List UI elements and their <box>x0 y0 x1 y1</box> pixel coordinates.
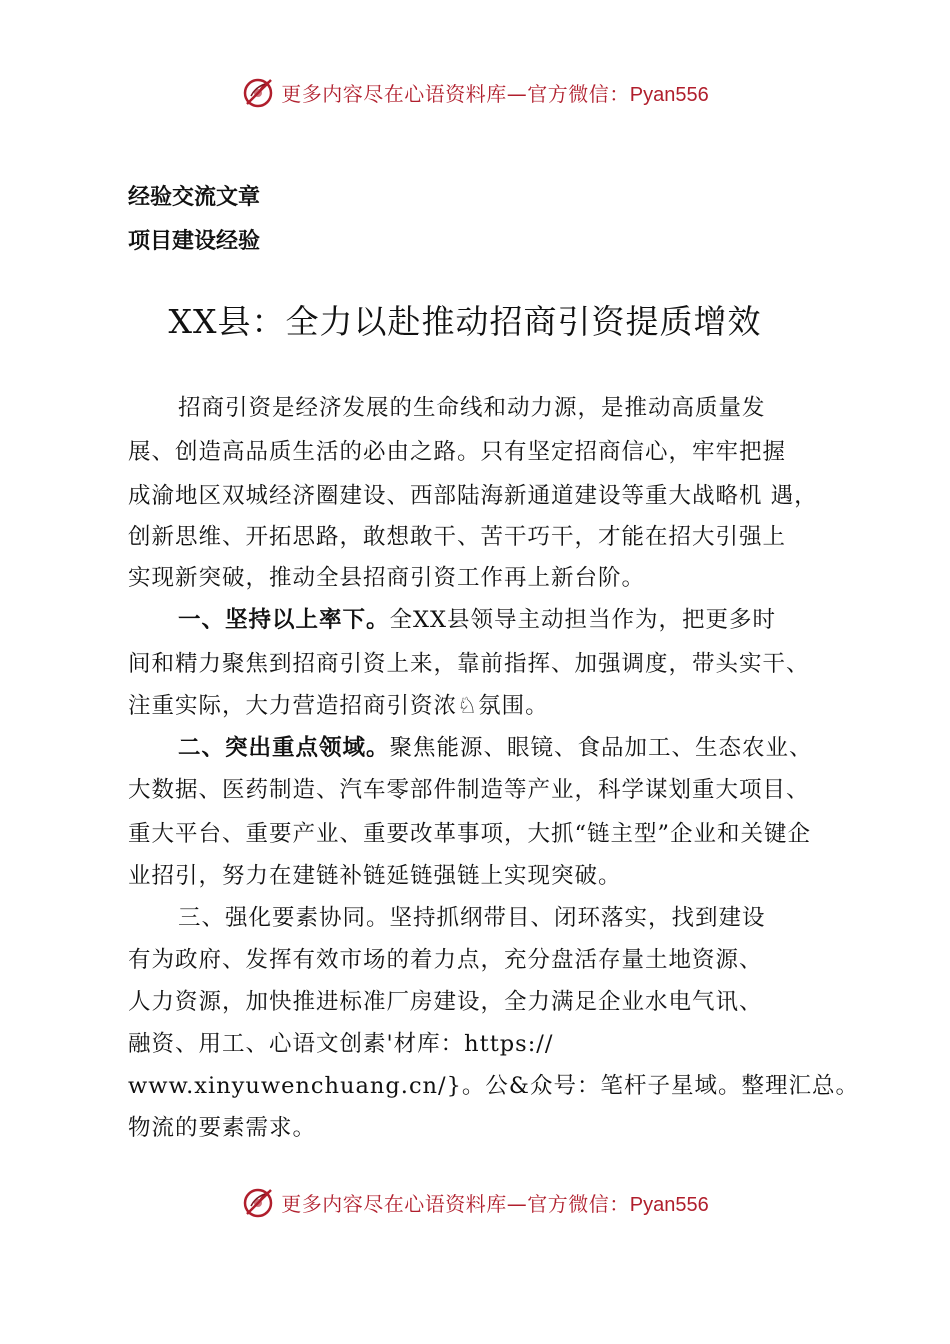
quill-logo-icon <box>241 1184 277 1220</box>
document-category: 经验交流文章 <box>128 185 261 210</box>
text-line: 成渝地区双城经济圈建设、西部陆海新通道建设等重大战略机 遇， <box>128 483 818 509</box>
text-line: 间和精力聚焦到招商引资上来，靠前指挥、加强调度，带头实干、 <box>128 651 810 677</box>
text-line: 人力资源，加快推进标准厂房建设，全力满足企业水电气讯、 <box>128 989 763 1015</box>
text-line: 招商引资是经济发展的生命线和动力源，是推动高质量发 <box>178 395 766 421</box>
text-line: 创新思维、开拓思路，敢想敢干、苦干巧干，才能在招大引强上 <box>128 524 787 550</box>
text-line: 有为政府、发挥有效市场的着力点，充分盘活存量土地资源、 <box>128 947 763 973</box>
article-title: XX县：全力以赴推动招商引资提质增效 <box>168 302 762 341</box>
quill-logo-icon <box>241 74 277 110</box>
text-line: 三、强化要素协同。坚持抓纲带目、闭环落实，找到建设 <box>178 905 766 931</box>
text-line: 融资、用工、心语文创素'材库：https:// <box>128 1031 554 1057</box>
watermark-banner-top <box>0 72 950 112</box>
text-line: 重大平台、重要产业、重要改革事项，大抓“链主型”企业和关键企 <box>128 821 812 847</box>
watermark-text: 更多内容尽在心语资料库—官方微信：Pyan556 <box>281 1191 709 1216</box>
watermark-text: 更多内容尽在心语资料库—官方微信：Pyan556 <box>281 81 709 106</box>
text-line: 大数据、医药制造、汽车零部件制造等产业，科学谋划重大项目、 <box>128 777 810 803</box>
text-line: 二、突出重点领域。聚焦能源、眼镜、食品加工、生态农业、 <box>178 735 813 761</box>
text-line: 一、坚持以上率下。全XX县领导主动担当作为，把更多时 <box>178 607 777 633</box>
text-line: 实现新突破，推动全县招商引资工作再上新台阶。 <box>128 565 646 591</box>
text-line: 业招引，努力在建链补链延链强链上实现突破。 <box>128 863 622 889</box>
text-line: 注重实际，大力营造招商引资浓♘氛围。 <box>128 693 549 719</box>
text-line: www.xinyuwenchuang.cn/}。公&众号：笔杆子星域。整理汇总。 <box>128 1073 859 1099</box>
section-heading: 一、坚持以上率下。 <box>178 607 390 633</box>
watermark-banner-bottom <box>0 1182 950 1222</box>
section-heading: 二、突出重点领域。 <box>178 735 390 761</box>
text-line: 物流的要素需求。 <box>128 1115 317 1141</box>
document-subcategory: 项目建设经验 <box>128 229 261 254</box>
text-line: 展、创造高品质生活的必由之路。只有坚定招商信心，牢牢把握 <box>128 439 787 465</box>
